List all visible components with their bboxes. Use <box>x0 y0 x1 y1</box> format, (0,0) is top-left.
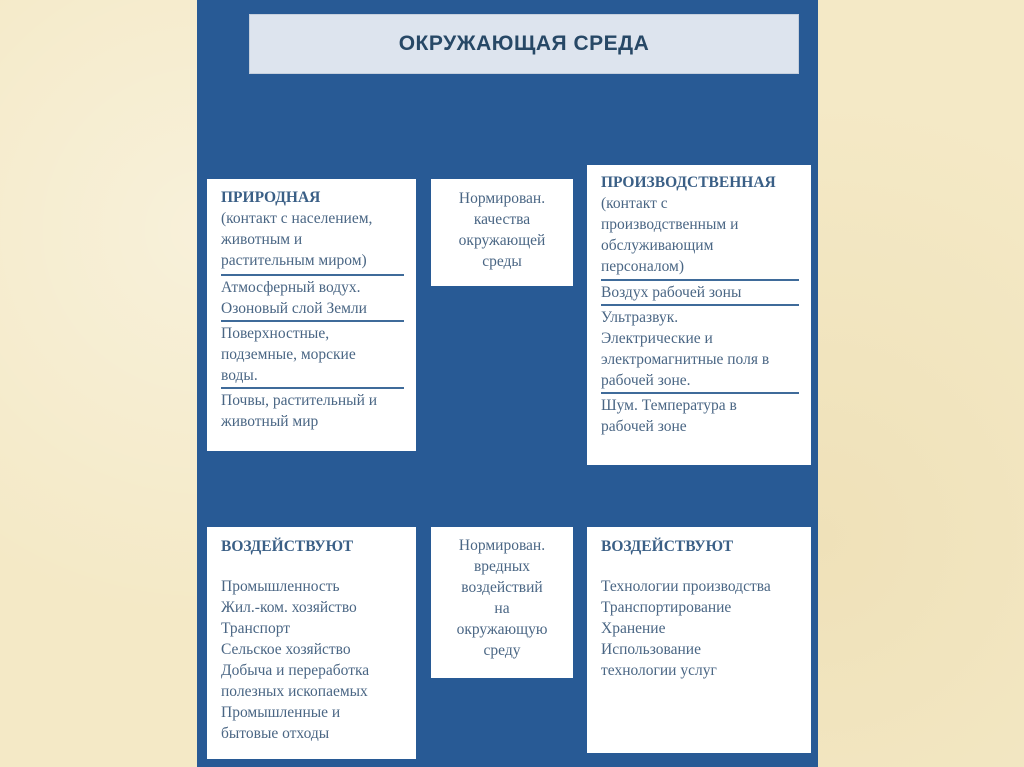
natural-subtitle-line: растительным миром) <box>221 252 367 269</box>
impact-right-box <box>587 527 811 753</box>
industrial-subtitle-line: персоналом) <box>601 258 685 275</box>
natural-item-line: Поверхностные, <box>221 325 330 342</box>
natural-item-line: животный мир <box>221 413 319 430</box>
industrial-item-work-air <box>601 281 799 306</box>
industrial-item-line: электромагнитные поля в <box>601 351 770 368</box>
norm-impact-line: вредных <box>473 558 531 575</box>
norm-impact-line: среду <box>483 642 521 659</box>
natural-item-line: Озоновый слой Земли <box>221 300 367 317</box>
industrial-subtitle-line: производственным и <box>601 216 739 233</box>
norm-impact-line: на <box>494 600 510 617</box>
norm-quality-line: Нормирован. <box>458 190 546 207</box>
industrial-subtitle-line: (контакт с <box>601 195 668 212</box>
impact-left-line: Промышленные и <box>221 704 341 721</box>
natural-subtitle-line: животным и <box>221 231 303 248</box>
impact-left-line: Жил.-ком. хозяйство <box>221 599 357 616</box>
impact-right-line: Технологии производства <box>601 578 771 595</box>
impact-left-line: Добыча и переработка <box>221 662 370 679</box>
natural-item-waters <box>221 322 404 389</box>
impact-right-line: технологии услуг <box>601 662 717 679</box>
industrial-item-fields <box>601 306 799 394</box>
impact-left-line: Промышленность <box>221 578 340 595</box>
natural-header: ПРИРОДНАЯ <box>221 189 321 206</box>
industrial-header-block <box>601 172 799 281</box>
industrial-header: ПРОИЗВОДСТВЕННАЯ <box>601 174 776 191</box>
industrial-item-line: рабочей зоне <box>601 418 687 435</box>
norm-quality-box <box>431 179 573 286</box>
impact-right-line: Транспортирование <box>601 599 732 616</box>
natural-item-line: Атмосферный водух. <box>221 279 361 296</box>
industrial-subtitle-line: обслуживающим <box>601 237 714 254</box>
industrial-item-line: Воздух рабочей зоны <box>601 284 742 301</box>
impact-right-line: Хранение <box>601 620 666 637</box>
natural-header-block <box>221 187 404 276</box>
natural-item-line: воды. <box>221 367 258 384</box>
natural-item-soils <box>221 389 404 433</box>
impact-left-line: Транспорт <box>221 620 291 637</box>
impact-left-line: Сельское хозяйство <box>221 641 351 658</box>
impact-left-box <box>207 527 416 759</box>
natural-item-line: подземные, морские <box>221 346 356 363</box>
industrial-environment-box <box>587 165 811 465</box>
norm-impact-line: Нормирован. <box>458 537 546 554</box>
industrial-item-line: Ультразвук. <box>601 309 679 326</box>
diagram-title: ОКРУЖАЮЩАЯ СРЕДА <box>249 14 799 74</box>
impact-right-line: Использование <box>601 641 701 658</box>
industrial-item-line: рабочей зоне. <box>601 372 691 389</box>
impact-left-line: полезных ископаемых <box>221 683 368 700</box>
impact-left-line: бытовые отходы <box>221 725 330 742</box>
impact-left-header: ВОЗДЕЙСТВУЮТ <box>221 538 354 555</box>
norm-impact-line: окружающую <box>456 621 548 638</box>
natural-subtitle-line: (контакт с населением, <box>221 210 373 227</box>
industrial-item-noise <box>601 394 799 438</box>
norm-impact-line: воздействий <box>461 579 543 596</box>
norm-impact-box <box>431 527 573 678</box>
industrial-item-line: Электрические и <box>601 330 713 347</box>
natural-item-line: Почвы, растительный и <box>221 392 378 409</box>
norm-quality-line: окружающей <box>458 232 546 249</box>
natural-item-atmosphere <box>221 276 404 322</box>
impact-right-header: ВОЗДЕЙСТВУЮТ <box>601 538 734 555</box>
natural-environment-box <box>207 179 416 451</box>
industrial-item-line: Шум. Температура в <box>601 397 737 414</box>
norm-quality-line: среды <box>482 253 522 270</box>
norm-quality-line: качества <box>473 211 531 228</box>
